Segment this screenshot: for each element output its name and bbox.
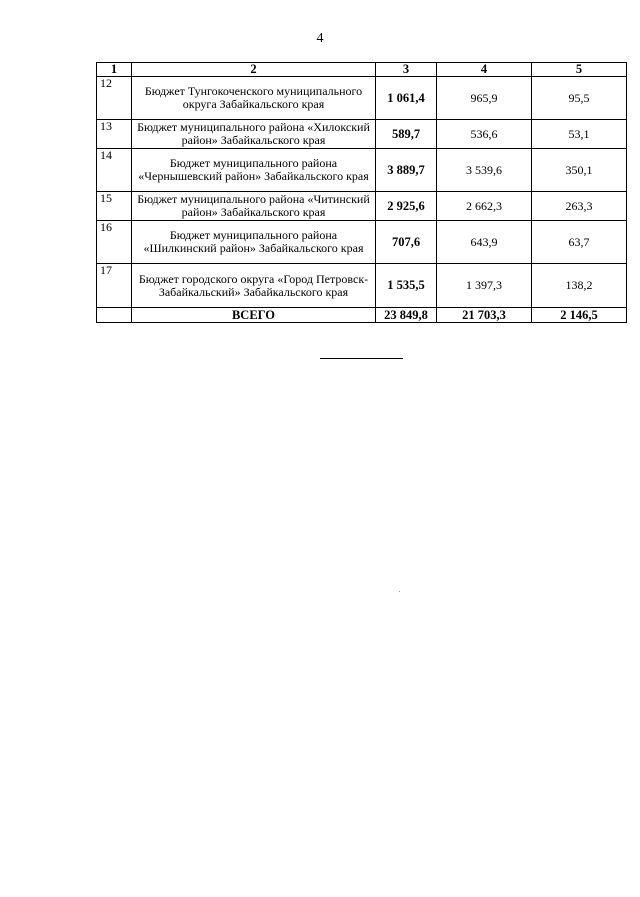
amount-column-4: 1 397,3 <box>437 264 532 308</box>
total-amount: 707,6 <box>376 221 437 264</box>
amount-column-5: 350,1 <box>532 149 627 192</box>
amount-column-5: 63,7 <box>532 221 627 264</box>
amount-column-4: 536,6 <box>437 120 532 149</box>
row-number: 14 <box>97 149 132 192</box>
column-header-1: 1 <box>97 63 132 77</box>
grand-total-column-5: 2 146,5 <box>532 308 627 323</box>
total-amount: 3 889,7 <box>376 149 437 192</box>
total-row-empty-cell <box>97 308 132 323</box>
amount-column-5: 138,2 <box>532 264 627 308</box>
total-amount: 1 535,5 <box>376 264 437 308</box>
table-row <box>97 264 627 308</box>
amount-column-4: 643,9 <box>437 221 532 264</box>
amount-column-5: 53,1 <box>532 120 627 149</box>
row-number: 15 <box>97 192 132 221</box>
row-number: 13 <box>97 120 132 149</box>
row-number: 12 <box>97 77 132 120</box>
table-row <box>97 120 627 149</box>
column-header-2: 2 <box>132 63 376 77</box>
page-number: 4 <box>316 31 324 46</box>
column-header-4: 4 <box>437 63 532 77</box>
table-header-row <box>97 63 627 77</box>
column-header-5: 5 <box>532 63 627 77</box>
row-number: 17 <box>97 264 132 308</box>
budget-name: Бюджет Тунгокоченского муниципального округа Забайкальского края <box>132 77 376 120</box>
amount-column-5: 95,5 <box>532 77 627 120</box>
total-amount: 589,7 <box>376 120 437 149</box>
scan-speck <box>399 591 400 592</box>
amount-column-4: 3 539,6 <box>437 149 532 192</box>
amount-column-4: 965,9 <box>437 77 532 120</box>
table-row <box>97 77 627 120</box>
column-header-3: 3 <box>376 63 437 77</box>
table-row <box>97 221 627 264</box>
budget-name: Бюджет муниципального района «Шилкинский район» Забайкальского края <box>132 221 376 264</box>
total-amount: 2 925,6 <box>376 192 437 221</box>
grand-total-column-4: 21 703,3 <box>437 308 532 323</box>
row-number: 16 <box>97 221 132 264</box>
budget-name: Бюджет муниципального района «Чернышевский район» Забайкальского края <box>132 149 376 192</box>
amount-column-5: 263,3 <box>532 192 627 221</box>
budget-name: Бюджет муниципального района «Хилокский район» Забайкальского края <box>132 120 376 149</box>
total-row <box>97 308 627 323</box>
total-label: ВСЕГО <box>132 308 376 323</box>
table-row <box>97 149 627 192</box>
table-row <box>97 192 627 221</box>
amount-column-4: 2 662,3 <box>437 192 532 221</box>
total-amount: 1 061,4 <box>376 77 437 120</box>
budget-name: Бюджет городского округа «Город Петровск-Забайкальский» Забайкальского края <box>132 264 376 308</box>
budget-name: Бюджет муниципального района «Читинский район» Забайкальского края <box>132 192 376 221</box>
budget-distribution-table <box>96 62 627 323</box>
end-of-document-line <box>320 358 403 359</box>
grand-total-amount: 23 849,8 <box>376 308 437 323</box>
